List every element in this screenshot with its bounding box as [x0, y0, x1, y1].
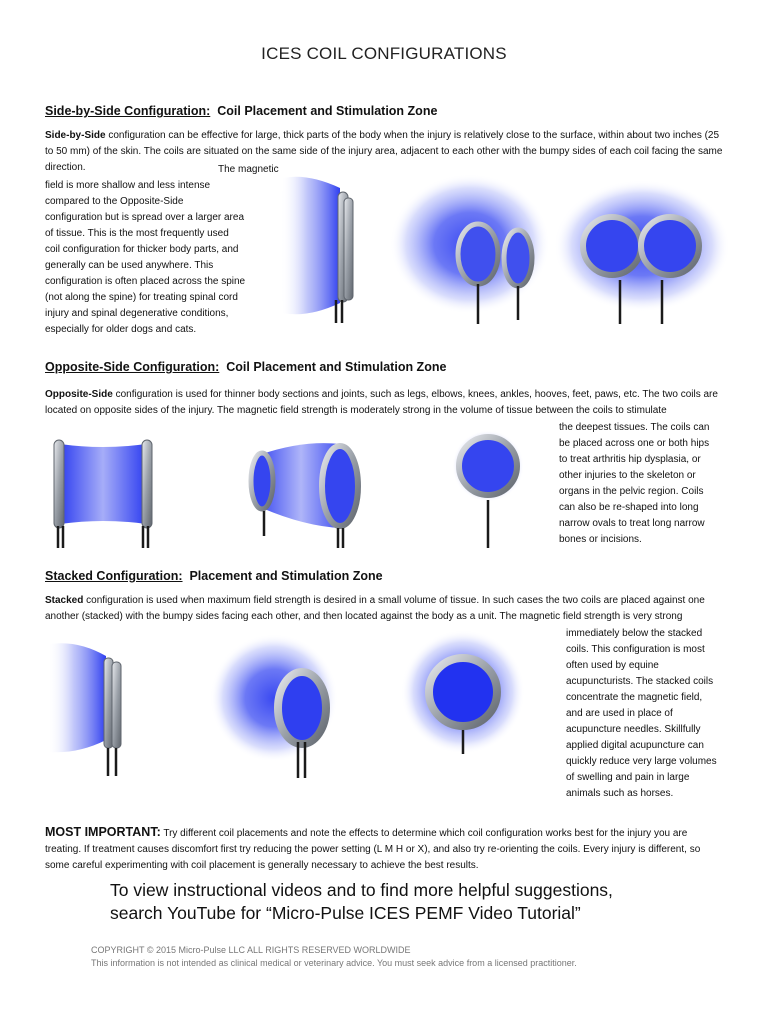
opposite-side-lead: Opposite-Side — [45, 389, 113, 400]
opposite-side-angled-illustration — [244, 436, 364, 550]
side-by-side-line: (not along the spine) for treating spinal cord — [45, 292, 238, 303]
stacked-line: often used by equine — [566, 660, 659, 671]
footer — [91, 944, 577, 970]
video-tutorial-callout — [110, 879, 710, 925]
side-by-side-description — [45, 164, 285, 338]
side-by-side-line: especially for older dogs and cats. — [45, 324, 197, 335]
side-by-side-line: generally can be used anywhere. This — [45, 260, 214, 271]
stacked-side-view-illustration — [48, 636, 138, 778]
side-by-side-line: of tissue. This is the most frequently used — [45, 228, 229, 239]
stacked-line: acupuncture needles. Skillfully — [566, 724, 701, 735]
stacked-intro — [45, 593, 730, 625]
stacked-line: of swelling and pain in large — [566, 772, 690, 783]
stacked-heading-subtitle: Placement and Stimulation Zone — [189, 569, 383, 583]
stacked-line: and are used in place of — [566, 708, 673, 719]
most-important-text: Try different coil placements and note the effects to determine which coil configuration works best for the injury you are treating. If treatment causes discomfort first try reducing the power setting (L M H or X), and also try re-orienting the coils. Every injury is different, so some careful experimenting with coil placement is generally necessary to achieve the best results. — [45, 828, 701, 871]
stacked-lead: Stacked — [45, 595, 84, 606]
opposite-side-line: narrow ovals to treat long narrow — [559, 518, 705, 529]
opposite-side-side-view-illustration — [48, 436, 158, 551]
opposite-side-line: other injuries to the skeleton or — [559, 470, 696, 481]
most-important-label: MOST IMPORTANT: — [45, 825, 161, 839]
opposite-side-heading-subtitle: Coil Placement and Stimulation Zone — [226, 360, 447, 374]
copyright-notice: COPYRIGHT © 2015 Micro-Pulse LLC ALL RIGHTS RESERVED WORLDWIDE — [91, 945, 411, 955]
side-by-side-line: The magnetic — [218, 164, 279, 175]
opposite-side-heading-title: Opposite-Side Configuration: — [45, 360, 220, 374]
stacked-angled-illustration — [210, 632, 350, 780]
side-by-side-intro-text: configuration can be effective for large, thick parts of the body when the injury is relatively close to the surface, within about two inches (25 to 50 mm) of the skin. The coils are situated on the same side of the injury area, adjacent to each other with the bumpy sides of each coil facing the same direction. — [45, 130, 723, 173]
side-by-side-line: injury and spinal degenerative conditions, — [45, 308, 229, 319]
stacked-front-view-illustration — [398, 630, 528, 770]
opposite-side-line: the deepest tissues. The coils can — [559, 422, 710, 433]
side-by-side-lead: Side-by-Side — [45, 130, 106, 141]
video-tutorial-line-1: To view instructional videos and to find more helpful suggestions, — [110, 880, 613, 900]
stacked-line: acupuncturists. The stacked coils — [566, 676, 714, 687]
opposite-side-line: be placed across one or both hips — [559, 438, 710, 449]
side-by-side-front-view-illustration — [552, 176, 732, 328]
side-by-side-angled-illustration — [388, 172, 548, 330]
stacked-heading-title: Stacked Configuration: — [45, 569, 183, 583]
stacked-line: quickly reduce very large volumes — [566, 756, 717, 767]
side-by-side-heading-title: Side-by-Side Configuration: — [45, 104, 211, 118]
opposite-side-line: bones or incisions. — [559, 534, 642, 545]
side-by-side-line: field is more shallow and less intense — [45, 180, 211, 191]
side-by-side-heading-subtitle: Coil Placement and Stimulation Zone — [217, 104, 438, 118]
side-by-side-line: compared to the Opposite-Side — [45, 196, 184, 207]
most-important-note — [45, 824, 725, 874]
stacked-line: concentrate the magnetic field, — [566, 692, 703, 703]
side-by-side-heading — [45, 104, 437, 118]
opposite-side-line: to treat arthritis hip dysplasia, or — [559, 454, 701, 465]
side-by-side-line: coil configuration for thicker body parts, and — [45, 244, 239, 255]
stacked-intro-text: configuration is used when maximum field strength is desired in a small volume of tissue. In such cases the two coils are placed against one another (stacked) with the bumpy sides facing each other, and then located against the body as a unit. The magnetic field strength is very strong — [45, 595, 705, 622]
opposite-side-front-view-illustration — [448, 430, 528, 552]
stacked-line: animals such as horses. — [566, 788, 674, 799]
stacked-line: coils. This configuration is most — [566, 644, 705, 655]
disclaimer: This information is not intended as clinical medical or veterinary advice. You must seek advice from a licensed practitioner. — [91, 958, 577, 968]
side-by-side-line: configuration but is spread over a larger area — [45, 212, 245, 223]
stacked-line: applied digital acupuncture can — [566, 740, 704, 751]
page-title: ICES COIL CONFIGURATIONS — [261, 44, 507, 63]
opposite-side-line: can also be re-shaped into long — [559, 502, 699, 513]
side-by-side-side-view-illustration — [278, 168, 368, 328]
opposite-side-heading — [45, 360, 446, 374]
opposite-side-intro-text: configuration is used for thinner body sections and joints, such as legs, elbows, knees, ankles, hooves, feet, paws, etc. The two coils are located on opposite sides of the injury. The magnetic field strength is moderately strong in the volume of tissue between the coils to stimulate — [45, 389, 718, 416]
opposite-side-line: organs in the pelvic region. Coils — [559, 486, 704, 497]
opposite-side-intro — [45, 387, 730, 419]
video-tutorial-line-2: search YouTube for “Micro-Pulse ICES PEMF Video Tutorial” — [110, 903, 581, 923]
side-by-side-line: configuration is often placed across the spine — [45, 276, 246, 287]
stacked-heading — [45, 569, 383, 583]
stacked-description — [566, 626, 736, 802]
stacked-line: immediately below the stacked — [566, 628, 703, 639]
opposite-side-description — [559, 420, 734, 548]
